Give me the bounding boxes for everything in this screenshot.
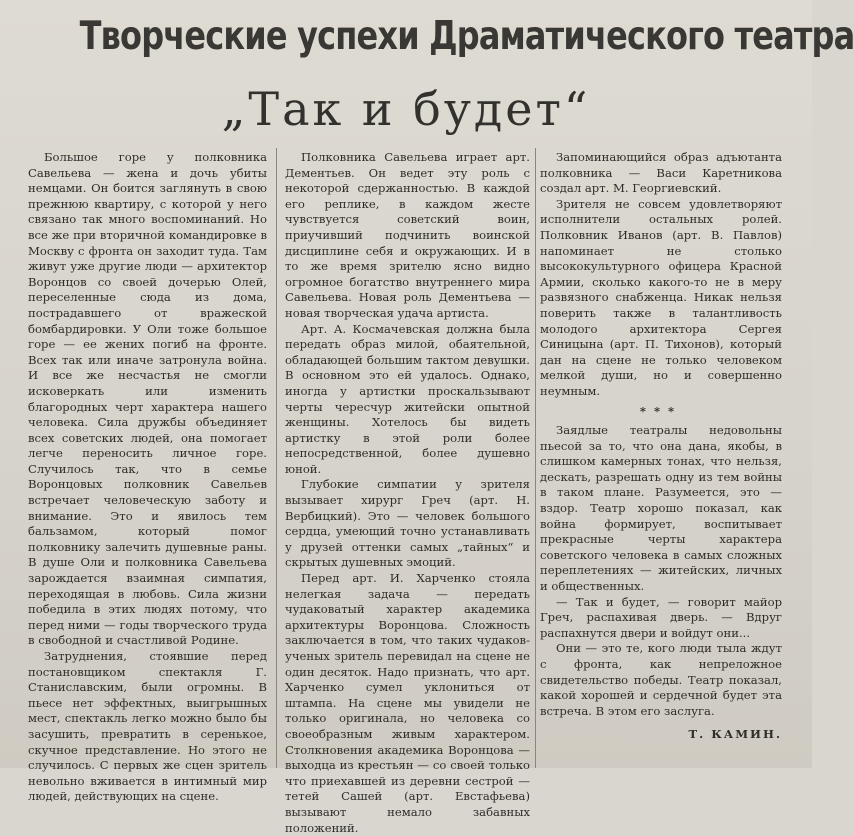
paragraph: — Так и будет, — говорит майор Греч, распахивая дверь. — Вдруг распахнутся двери и войдут они... xyxy=(540,594,782,640)
paragraph: Заядлые театралы недовольны пьесой за то, что она дана, якобы, в слишком камерных тонах, что нельзя, дескать, разрешать одну из тем войны в таком плане. Разумеется, это — вздор. Театр хорошо показал, как война формирует, воспитывает прекрасные черты характера советского человека в самых сложных переплетениях — житейских, личных и общественных. xyxy=(540,423,782,594)
paragraph: Они — это те, кого люди тыла ждут с фронта, как непреложное свидетельство победы. Театр показал, какой хорошей и сердечной будет эта встреча. В этом его заслуга. xyxy=(540,641,782,718)
paragraph: Зрителя не совсем удовлетворяют исполнители остальных ролей. Полковник Иванов (арт. В. Павлов) напоминает не столько высококультурного офицера Красной Армии, сколько какого-то не в меру развязного снабженца. Никак нельзя поверить также в талантливость молодого архитектора Сергея Синицына (арт. П. Тихонов), который дан на сцене не только человеком мелкой души, но и совершенно неумным. xyxy=(540,196,782,398)
author-signature: Т. КАМИН. xyxy=(688,727,782,742)
paragraph: Перед арт. И. Харченко стояла нелегкая задача — передать чудаковатый характер академика архитектуры Воронцова. Сложность заключается в том, что таких чудаков-ученых зритель перевидал на сцене не один десяток. Надо признать, что арт. Харченко сумел уклониться от штампа. На сцене мы увидели не только оригинала, но человека со своеобразным живым характером. Столкновения академика Воронцова — выходца из крестьян — со своей только что приехавшей из деревни сестрой — тетей Сашей (арт. Евстафьева) вызывают немало забавных положений. xyxy=(285,571,530,835)
article-headline: Творческие успехи Драматического театра xyxy=(79,14,854,59)
paragraph: Глубокие симпатии у зрителя вызывает хирург Греч (арт. Н. Вербицкий). Это — человек большого сердца, умеющий точно устанавливать у друзей оттенки самых „тайных“ и скрытых душевных эмоций. xyxy=(285,477,530,570)
paragraph: Затруднения, стоявшие перед постановщиком спектакля Г. Станиславским, были огромны. В пьесе нет эффектных, выигрышных мест, спектакль легко можно было бы засушить, превратить в серенькое, скучное представление. Но этого не случилось. С первых же сцен зритель невольно вживается в интимный мир людей, действующих на сцене. xyxy=(28,649,267,804)
column-divider xyxy=(535,148,536,768)
article-subheadline: „Так и будет“ xyxy=(221,82,591,136)
section-separator: *** xyxy=(639,403,683,418)
paragraph: Запоминающийся образ адъютанта полковника — Васи Каретникова создал арт. М. Георгиевский. xyxy=(540,150,782,196)
paragraph: Арт. А. Космачевская должна была передать образ милой, обаятельной, обладающей большим тактом девушки. В основном это ей удалось. Однако, иногда у артистки проскальзывают черты чересчур житейски опытной женщины. Хотелось бы видеть артистку в этой роли более непосредственной, более душевно юной. xyxy=(285,321,530,476)
article-column-3 xyxy=(540,150,782,762)
paragraph: Полковника Савельева играет арт. Дементьев. Он ведет эту роль с некоторой сдержанностью. В каждой его реплике, в каждом жесте чувствуется советский воин, приучивший подчинить воинской дисциплине себя и окружающих. И в то же время зрителю ясно видно огромное богатство внутреннего мира Савельева. Новая роль Дементьева — новая творческая удача артиста. xyxy=(285,150,530,320)
column-divider xyxy=(276,148,277,768)
paragraph: Большое горе у полковника Савельева — жена и дочь убиты немцами. Он боится заглянуть в свою прежнюю квартиру, с которой у него связано так много воспоминаний. Но все же при вторичной командировке в Москву с фронта он заходит туда. Там живут уже другие люди — архитектор Воронцов со своей дочерью Олей, переселенные сюда из дома, пострадавшего от вражеской бомбардировки. У Оли тоже большое горе — ее жених погиб на фронте. Всех так или иначе затронула война. И все же несчастья не смогли исковеркать или изменить благородных черт характера нашего человека. Сила дружбы объединяет всех советских людей, она помогает легче переносить личное горе. Случилось так, что в семье Воронцовых полковник Савельев встречает человеческую заботу и внимание. Это и явилось тем бальзамом, который помог полковнику залечить душевные раны. В душе Оли и полковника Савельева зарождается взаимная симпатия, переходящая в любовь. Сила жизни победила в этих людях потому, что перед ними — годы творческого труда в свободной и счастливой Родине. xyxy=(28,150,267,648)
article-column-1 xyxy=(28,150,267,804)
article-column-2 xyxy=(285,150,530,835)
